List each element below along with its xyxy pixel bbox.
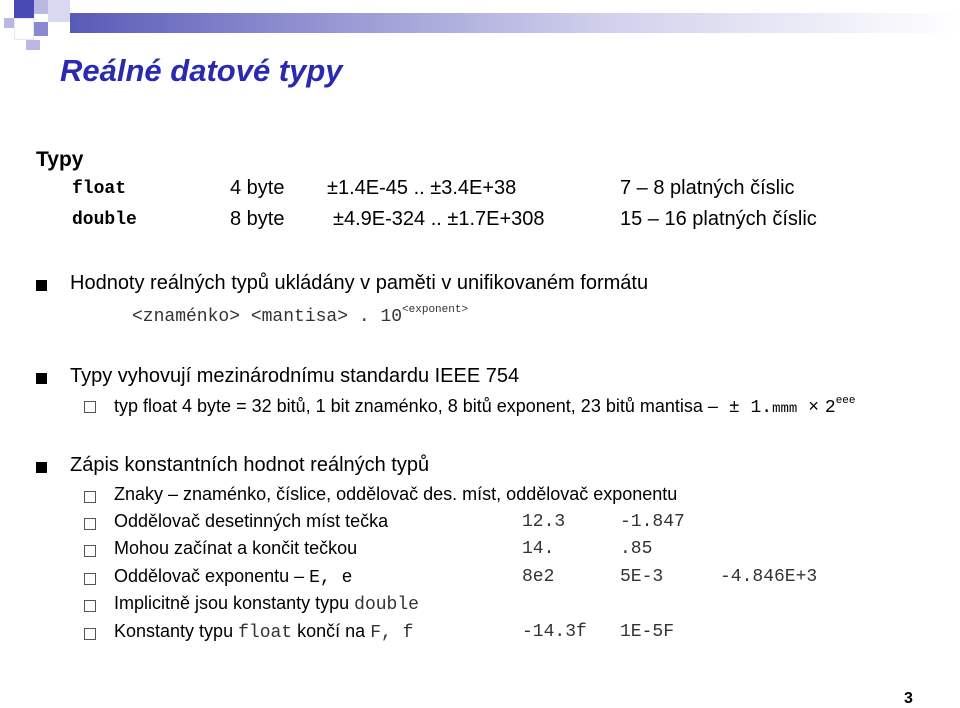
list-item-text: Konstanty typu xyxy=(114,621,234,641)
type-name: float xyxy=(72,179,127,199)
bullet-square-icon xyxy=(36,280,47,291)
list-item: Mohou začínat a končit tečkou xyxy=(114,538,358,558)
list-item: Oddělovač desetinných míst tečka xyxy=(114,511,389,531)
list-item-code: F, f xyxy=(370,623,414,643)
formula-sign: ± 1. xyxy=(728,398,773,418)
decor-square xyxy=(14,0,34,18)
decor-square xyxy=(34,0,48,14)
type-precision: 15 – 16 platných číslic xyxy=(620,208,817,230)
sub-bullet-icon xyxy=(84,518,96,530)
example-value: .85 xyxy=(620,539,653,559)
page-title: Reálné datové typy xyxy=(60,53,343,88)
format-line xyxy=(132,304,468,327)
type-size: 4 byte xyxy=(230,177,285,199)
decor-square xyxy=(4,18,14,28)
list-item-code: float xyxy=(238,623,293,643)
example-value: 5E-3 xyxy=(620,567,664,587)
example-value: -1.847 xyxy=(620,512,685,532)
example-value: -4.846E+3 xyxy=(720,567,818,587)
formula-times: × xyxy=(808,396,819,416)
formula-base: 2 xyxy=(824,398,836,418)
bullet-square-icon xyxy=(36,373,47,384)
type-precision: 7 – 8 platných číslic xyxy=(620,177,795,199)
bullet-text: Zápis konstantních hodnot reálných typů xyxy=(70,454,430,476)
decor-square xyxy=(34,22,48,36)
type-name: double xyxy=(72,210,137,230)
decor-square xyxy=(26,40,40,50)
decor-square xyxy=(14,18,34,40)
sub-bullet-icon xyxy=(84,600,96,612)
format-exponent: <exponent> xyxy=(402,304,469,316)
type-range: ±1.4E-45 .. ±3.4E+38 xyxy=(327,177,517,199)
list-item xyxy=(114,593,419,615)
list-item-text: Implicitně jsou konstanty typu xyxy=(114,593,350,613)
example-value: 12.3 xyxy=(522,512,566,532)
format-main: <znaménko> <mantisa> . 10 xyxy=(132,307,403,327)
formula-mantissa: mmm xyxy=(772,401,798,417)
list-item xyxy=(114,621,413,643)
list-item-code: E, e xyxy=(309,568,353,588)
sub-bullet-icon xyxy=(84,401,96,413)
list-item xyxy=(114,566,352,588)
sub-bullet-icon xyxy=(84,628,96,640)
header-bar xyxy=(70,13,960,33)
page-number: 3 xyxy=(904,690,913,707)
sub-bullet-icon xyxy=(84,573,96,585)
list-item: Znaky – znaménko, číslice, oddělovač des. míst, oddělovač exponentu xyxy=(114,484,678,504)
list-item-text: končí na xyxy=(297,621,366,641)
bullet-square-icon xyxy=(36,462,47,473)
bullet-text: Typy vyhovují mezinárodnímu standardu IEEE 754 xyxy=(70,365,520,387)
bullet-text: Hodnoty reálných typů ukládány v paměti v unifikovaném formátu xyxy=(70,272,649,294)
example-value: -14.3f xyxy=(522,622,587,642)
formula-exponent: eee xyxy=(835,395,856,407)
types-heading: Typy xyxy=(36,148,84,171)
float-layout-text: typ float 4 byte = 32 bitů, 1 bit znaménko, 8 bitů exponent, 23 bitů mantisa – xyxy=(114,396,718,416)
example-value: 8e2 xyxy=(522,567,555,587)
list-item-code: double xyxy=(354,595,419,615)
list-item-text: Oddělovač exponentu – xyxy=(114,566,305,586)
example-value: 14. xyxy=(522,539,555,559)
float-layout-line xyxy=(114,395,856,418)
type-range: ±4.9E-324 .. ±1.7E+308 xyxy=(333,208,545,230)
sub-bullet-icon xyxy=(84,545,96,557)
example-value: 1E-5F xyxy=(620,622,675,642)
type-size: 8 byte xyxy=(230,208,285,230)
sub-bullet-icon xyxy=(84,491,96,503)
decor-square xyxy=(48,0,70,22)
